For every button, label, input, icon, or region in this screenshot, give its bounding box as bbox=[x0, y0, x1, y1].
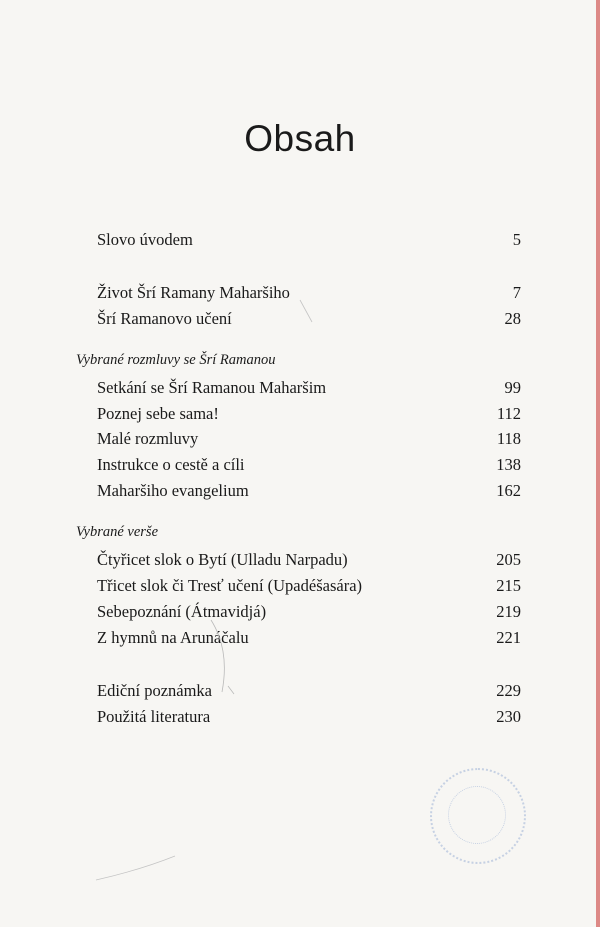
toc-entry-page: 215 bbox=[496, 576, 521, 595]
toc-entry-label: Šrí Ramanovo učení bbox=[97, 309, 232, 328]
toc-entry-page: 5 bbox=[512, 230, 521, 249]
toc-entry-page: 219 bbox=[496, 602, 521, 621]
page-title: Obsah bbox=[244, 118, 356, 159]
toc-entry-page: 138 bbox=[496, 455, 521, 474]
toc-entry-page: 99 bbox=[504, 378, 521, 397]
toc-entry-page: 112 bbox=[496, 404, 521, 423]
toc-entry-page: 205 bbox=[496, 550, 521, 569]
toc-entry-page: 229 bbox=[496, 681, 521, 700]
toc-entry-label: Sebepoznání (Átmavidjá) bbox=[97, 602, 267, 621]
toc-entry-label: Čtyřicet slok o Bytí (Ulladu Narpadu) bbox=[97, 550, 348, 569]
toc-entry-page: 28 bbox=[504, 309, 521, 328]
toc-entry-label: Život Šrí Ramany Maharšiho bbox=[97, 283, 290, 302]
toc-entry-label: Ediční poznámka bbox=[97, 681, 213, 700]
toc-entry-label: Použitá literatura bbox=[97, 707, 211, 726]
toc-entry-label: Poznej sebe sama! bbox=[97, 404, 219, 423]
toc-entry-page: 118 bbox=[496, 429, 521, 448]
toc-entry-page: 221 bbox=[496, 628, 521, 647]
section-heading-verse: Vybrané verše bbox=[76, 524, 159, 540]
toc-entry-label: Maharšiho evangelium bbox=[97, 481, 249, 500]
toc-entry-label: Třicet slok či Tresť učení (Upadéšasára) bbox=[97, 576, 363, 595]
toc-entry-label: Malé rozmluvy bbox=[97, 429, 199, 448]
toc-entry-page: 7 bbox=[512, 283, 521, 302]
toc-entry-label: Z hymnů na Arunáčalu bbox=[97, 628, 249, 647]
section-heading-rozmluvy: Vybrané rozmluvy se Šrí Ramanou bbox=[76, 352, 276, 368]
toc-entry-label: Setkání se Šrí Ramanou Maharšim bbox=[97, 378, 327, 397]
toc-entry-page: 162 bbox=[496, 481, 521, 500]
toc-entry-label: Slovo úvodem bbox=[97, 230, 193, 249]
toc-entry-page: 230 bbox=[496, 707, 521, 726]
toc-entry-label: Instrukce o cestě a cíli bbox=[97, 455, 245, 474]
